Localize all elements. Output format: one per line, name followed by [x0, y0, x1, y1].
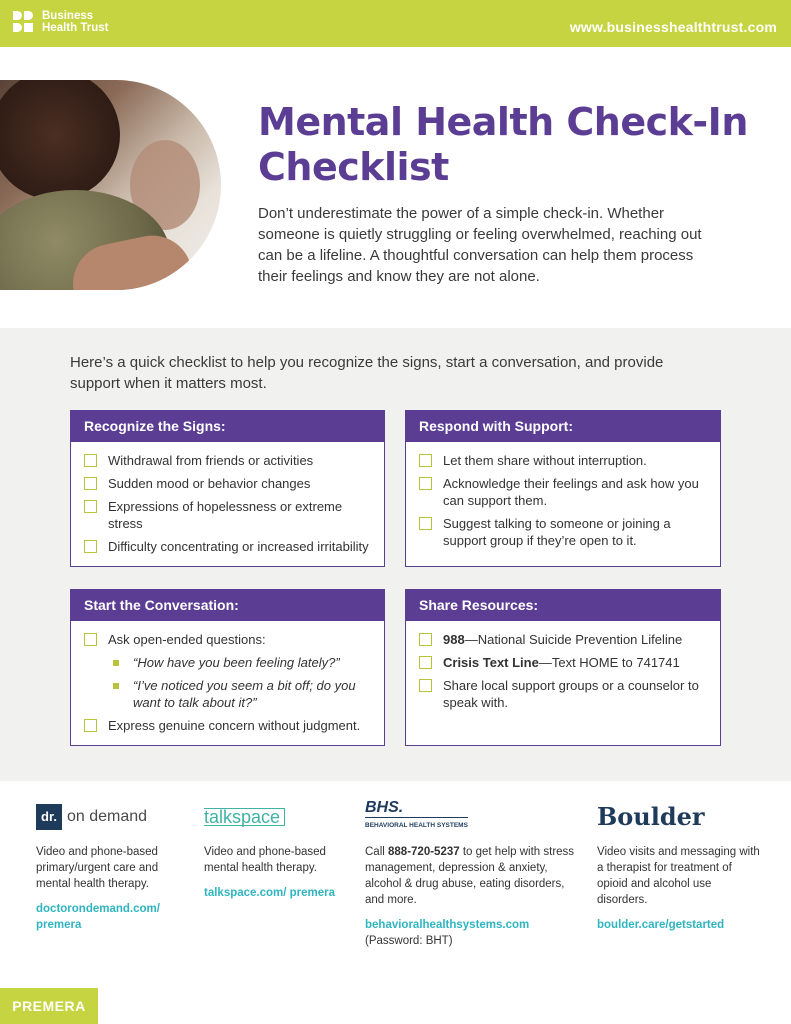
- site-url-link[interactable]: www.businesshealthtrust.com: [569, 19, 777, 35]
- signs-card-title: Recognize the Signs:: [71, 411, 384, 442]
- business-health-trust-logo[interactable]: [13, 10, 108, 34]
- checklist-item: Express genuine concern without judgment.: [84, 717, 372, 734]
- checkbox-icon[interactable]: [419, 656, 432, 669]
- checklist-item: 988—National Suicide Prevention Lifeline: [419, 631, 708, 648]
- logo-text: [42, 10, 108, 34]
- logo-line2: Health Trust: [42, 22, 109, 34]
- partner-dr-on-demand: [36, 800, 186, 931]
- checklist-item: Ask open-ended questions:: [84, 631, 372, 648]
- talkspace-logo: talkspace: [204, 800, 344, 834]
- partner-description: Video visits and messaging with a therapist for treatment of opioid and alcohol use disorders.: [597, 846, 760, 906]
- page-title: Mental Health Check-In Checklist: [258, 100, 748, 189]
- boulder-link[interactable]: boulder.care/getstarted: [597, 919, 725, 931]
- lead-paragraph: Here’s a quick checklist to help you recognize the signs, start a conversation, and provide support when it matters most.: [70, 354, 664, 392]
- partner-description: Call 888-720-5237 to get help with stress management, depression & anxiety, alcohol & drug abuse, eating disorders, and more.: [365, 846, 575, 906]
- partner-description: Video and phone-based mental health therapy.: [204, 846, 326, 874]
- checkbox-icon[interactable]: [84, 477, 97, 490]
- checkbox-icon[interactable]: [419, 517, 432, 530]
- signs-card: [70, 410, 385, 567]
- bullet-icon: [113, 660, 119, 666]
- bhs-link[interactable]: behavioralhealthsystems.com: [365, 919, 530, 931]
- checklist-item: Difficulty concentrating or increased irritability: [84, 538, 372, 555]
- premera-logo: PREMERA: [0, 988, 98, 1024]
- support-card: [405, 410, 721, 567]
- partner-description: Video and phone-based primary/urgent care and mental health therapy.: [36, 846, 159, 890]
- checklist-item: Expressions of hopelessness or extreme stress: [84, 498, 372, 532]
- dr-on-demand-logo: dr. on demand: [36, 800, 186, 834]
- partner-bhs: [365, 799, 575, 947]
- checklist-item: Share local support groups or a counselor to speak with.: [419, 677, 708, 711]
- support-card-title: Respond with Support:: [406, 411, 720, 442]
- question-bullet: “I’ve noticed you seem a bit off; do you want to talk about it?”: [111, 677, 372, 711]
- checkbox-icon[interactable]: [84, 540, 97, 553]
- conversation-card: [70, 589, 385, 746]
- checkbox-icon[interactable]: [84, 633, 97, 646]
- checklist-item: Sudden mood or behavior changes: [84, 475, 372, 492]
- bht-logo-icon: [13, 11, 35, 33]
- bhs-password: (Password: BHT): [365, 935, 453, 947]
- boulder-logo: Boulder: [597, 802, 705, 831]
- checklist-item: Acknowledge their feelings and ask how you can support them.: [419, 475, 708, 509]
- talkspace-link[interactable]: talkspace.com/ premera: [204, 887, 336, 899]
- checkbox-icon[interactable]: [419, 633, 432, 646]
- question-bullet: “How have you been feeling lately?”: [111, 654, 372, 671]
- hero-photo: [0, 80, 221, 290]
- checkbox-icon[interactable]: [84, 500, 97, 513]
- bhs-logo: BHS. BEHAVIORAL HEALTH SYSTEMS: [365, 800, 575, 834]
- logo-line1: Business: [42, 10, 94, 22]
- resources-card: [405, 589, 721, 746]
- checkbox-icon[interactable]: [419, 477, 432, 490]
- checklist-item: Let them share without interruption.: [419, 452, 708, 469]
- resources-card-title: Share Resources:: [406, 590, 720, 621]
- checklist-item: Crisis Text Line—Text HOME to 741741: [419, 654, 708, 671]
- checkbox-icon[interactable]: [419, 454, 432, 467]
- dr-on-demand-link[interactable]: doctorondemand.com/ premera: [36, 903, 160, 931]
- checkbox-icon[interactable]: [419, 679, 432, 692]
- checkbox-icon[interactable]: [84, 719, 97, 732]
- intro-paragraph: Don’t underestimate the power of a simple check-in. Whether someone is quietly struggling or feeling overwhelmed, reaching out can be a lifeline. A thoughtful conversation can help them process their feelings and know they are not alone.: [258, 205, 702, 285]
- partner-boulder: [597, 800, 762, 931]
- partner-talkspace: [204, 800, 344, 899]
- checkbox-icon[interactable]: [84, 454, 97, 467]
- header-bar: [0, 0, 791, 47]
- checklist-item: Withdrawal from friends or activities: [84, 452, 372, 469]
- conversation-card-title: Start the Conversation:: [71, 590, 384, 621]
- checklist-item: Suggest talking to someone or joining a support group if they’re open to it.: [419, 515, 708, 549]
- bullet-icon: [113, 683, 119, 689]
